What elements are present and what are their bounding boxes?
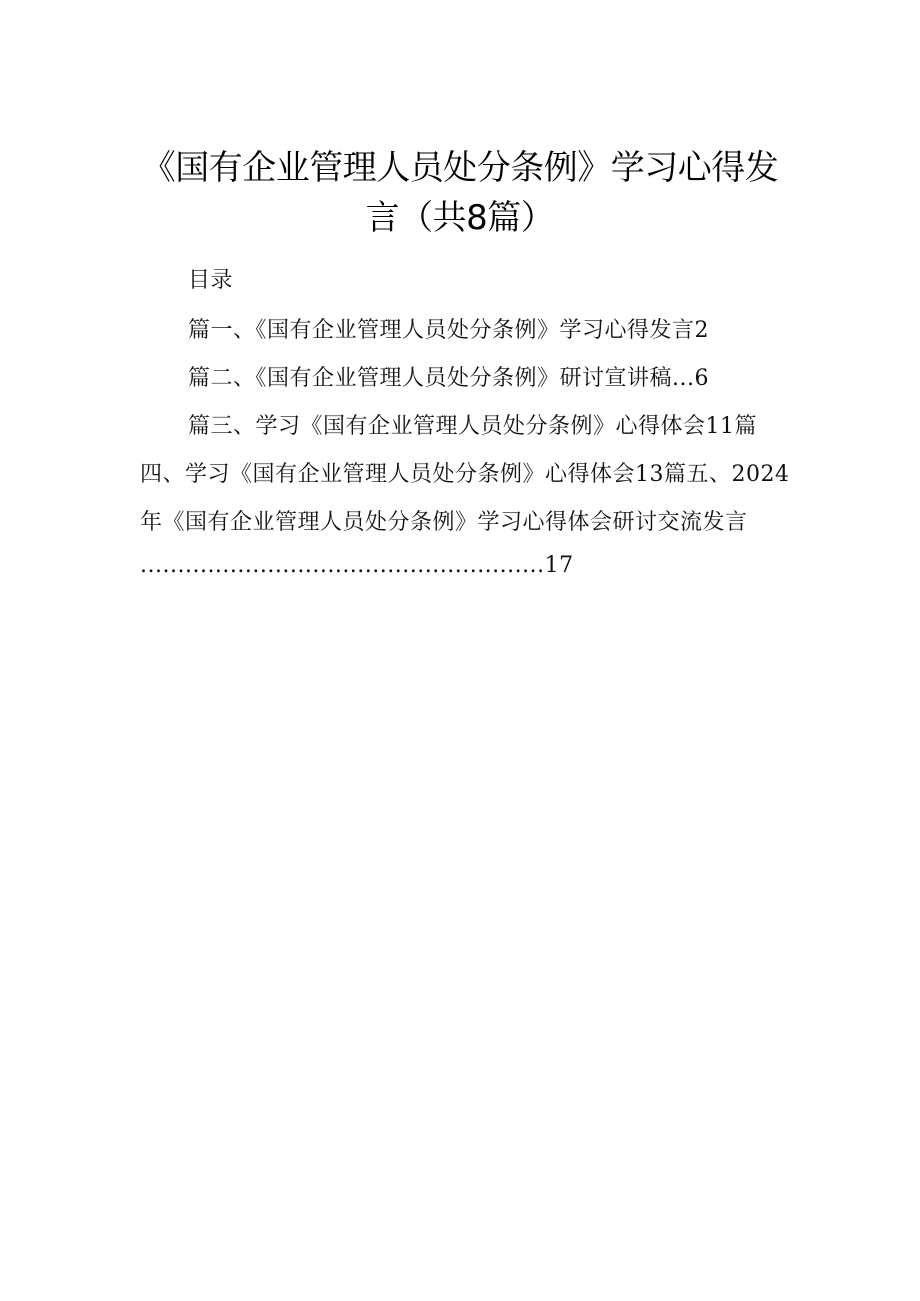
- toc-heading: 目录: [188, 268, 234, 293]
- toc-entry-4[interactable]: 四、学习《国有企业管理人员处分条例》心得体会13篇五、2024: [140, 462, 790, 487]
- toc-entry-2[interactable]: 篇二、《国有企业管理人员处分条例》研讨宣讲稿...6: [188, 366, 709, 391]
- document-title-line-2: 言（共8篇）: [365, 198, 555, 238]
- document-title-line-1: 《国有企业管理人员处分条例》学习心得发: [141, 148, 779, 188]
- toc-entry-5[interactable]: 年《国有企业管理人员处分条例》学习心得体会研讨交流发言: [140, 510, 748, 535]
- toc-entry-3[interactable]: 篇三、学习《国有企业管理人员处分条例》心得体会11篇: [188, 414, 757, 439]
- toc-leader-dots[interactable]: ......................................................17: [140, 553, 574, 578]
- toc-entry-1[interactable]: 篇一、《国有企业管理人员处分条例》学习心得发言2: [188, 318, 709, 343]
